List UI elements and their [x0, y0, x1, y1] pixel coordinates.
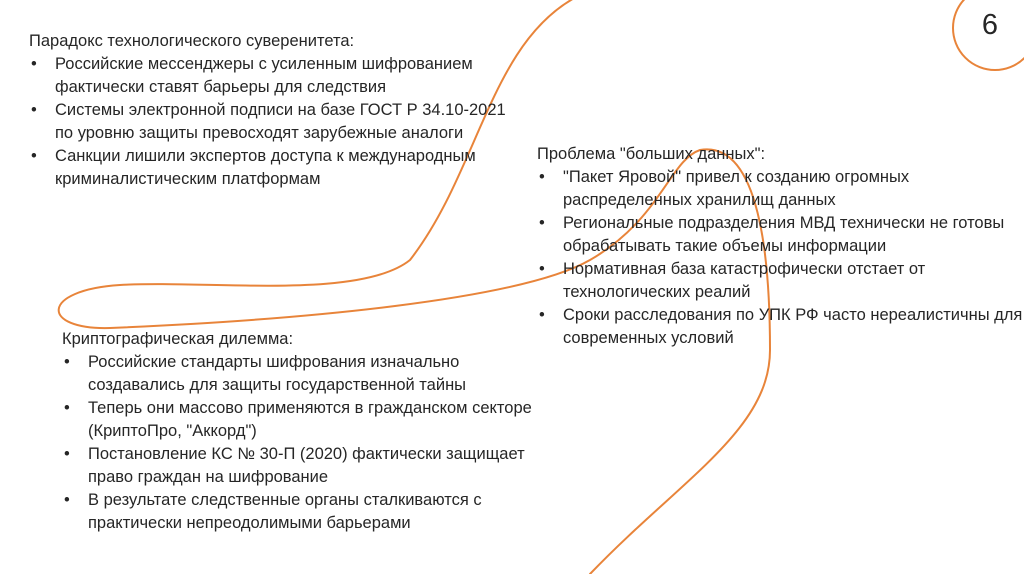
item-line: распределенных хранилищ данных: [563, 191, 836, 209]
list-item: [537, 166, 1022, 212]
list-item: [537, 212, 1022, 258]
list-item: [62, 489, 532, 535]
item-line: Нормативная база катастрофически отстает от: [563, 260, 926, 278]
block-title: Парадокс технологического суверенитета:: [29, 32, 355, 50]
list-item: [62, 397, 532, 443]
list-item: [62, 443, 532, 489]
item-line: обрабатывать такие объемы информации: [563, 237, 887, 255]
item-line: В результате следственные органы сталкиваются с: [88, 491, 482, 509]
list-item: [537, 304, 1022, 350]
bullet-icon: •: [31, 101, 37, 119]
block-title: Проблема "больших данных":: [537, 145, 766, 163]
item-line: право граждан на шифрование: [88, 468, 329, 486]
block-title: Криптографическая дилемма:: [62, 330, 294, 348]
list-item: [29, 99, 506, 145]
bullet-icon: •: [64, 399, 70, 417]
item-line: технологических реалий: [563, 283, 751, 301]
item-line: фактически ставят барьеры для следствия: [55, 78, 387, 96]
bullet-icon: •: [31, 147, 37, 165]
bullet-list: [62, 351, 532, 535]
item-line: практически непреодолимыми барьерами: [88, 514, 411, 532]
item-line: Региональные подразделения МВД технически не готовы: [563, 214, 1005, 232]
item-line: "Пакет Яровой" привел к созданию огромных: [563, 168, 910, 186]
item-line: создавались для защиты государственной тайны: [88, 376, 467, 394]
bullet-list: [537, 166, 1022, 350]
item-line: Системы электронной подписи на базе ГОСТ Р 34.10-2021: [55, 101, 506, 119]
item-line: Российские мессенджеры с усиленным шифрованием: [55, 55, 473, 73]
bullet-icon: •: [539, 260, 545, 278]
bullet-icon: •: [64, 353, 70, 371]
bullet-list: [29, 53, 506, 191]
item-line: Постановление КС № 30-П (2020) фактически защищает: [88, 445, 525, 463]
bullet-icon: •: [31, 55, 37, 73]
bullet-icon: •: [539, 168, 545, 186]
block-crypto-dilemma: [62, 328, 532, 535]
item-line: Российские стандарты шифрования изначально: [88, 353, 460, 371]
bullet-icon: •: [64, 491, 70, 509]
item-line: криминалистическим платформам: [55, 170, 321, 188]
list-item: [62, 351, 532, 397]
item-line: современных условий: [563, 329, 734, 347]
bullet-icon: •: [539, 214, 545, 232]
item-line: Теперь они массово применяются в гражданском секторе: [88, 399, 532, 417]
bullet-icon: •: [539, 306, 545, 324]
item-line: по уровню защиты превосходят зарубежные аналоги: [55, 124, 464, 142]
page-number: 6: [981, 9, 999, 41]
block-tech-sovereignty: [29, 30, 506, 191]
block-big-data: [537, 143, 1022, 350]
list-item: [29, 53, 506, 99]
item-line: Санкции лишили экспертов доступа к международным: [55, 147, 476, 165]
item-line: Сроки расследования по УПК РФ часто нереалистичны для: [563, 306, 1023, 324]
item-line: (КриптоПро, "Аккорд"): [88, 422, 257, 440]
bullet-icon: •: [64, 445, 70, 463]
list-item: [537, 258, 1022, 304]
list-item: [29, 145, 506, 191]
